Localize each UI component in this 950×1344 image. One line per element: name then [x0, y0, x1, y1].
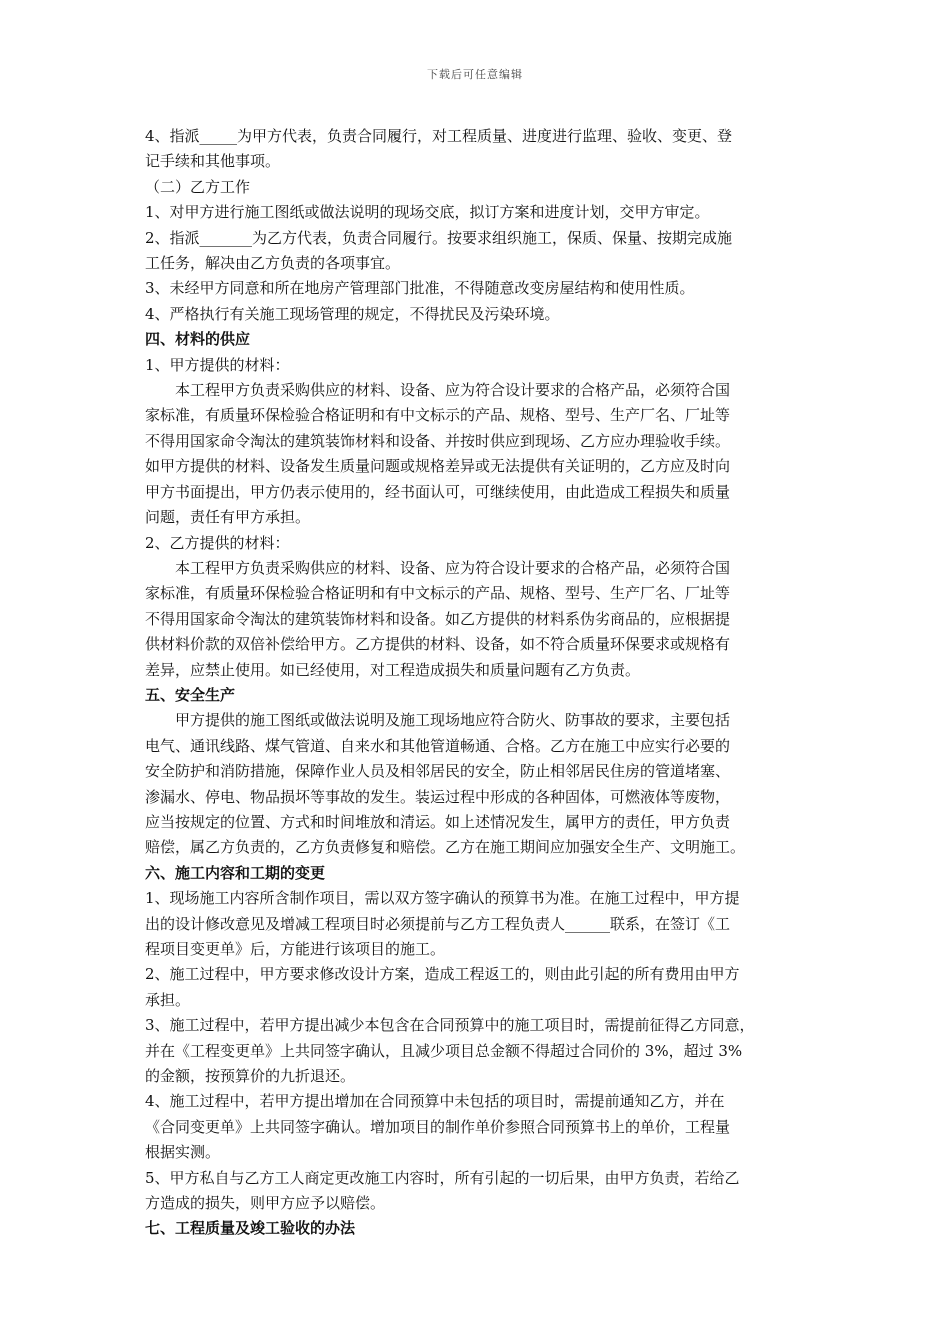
text-line: 承担。: [145, 990, 191, 1009]
section-heading: 五、安全生产: [145, 685, 236, 704]
text-line: 电气、通讯线路、煤气管道、自来水和其他管道畅通、合格。乙方在施工中应实行必要的: [145, 736, 731, 755]
text-line: 方造成的损失，则甲方应予以赔偿。: [145, 1194, 386, 1213]
text-line: 1、现场施工内容所含制作项目，需以双方签字确认的预算书为准。在施工过程中，甲方提: [145, 889, 740, 908]
text-line: 程项目变更单》后，方能进行该项目的施工。: [145, 940, 446, 958]
text-line: 2、指派_______为乙方代表，负责合同履行。按要求组织施工，保质、保量、按期完成施: [145, 228, 733, 247]
text-line: 《合同变更单》上共同签字确认。增加项目的制作单价参照合同预算书上的单价，工程量: [145, 1117, 731, 1136]
text-line: （二）乙方工作: [145, 177, 251, 196]
text-line: 供材料价款的双倍补偿给甲方。乙方提供的材料、设备，如不符合质量环保要求或规格有: [145, 635, 731, 654]
text-line: 赔偿，属乙方负责的，乙方负责修复和赔偿。乙方在施工期间应加强安全生产、文明施工。: [145, 838, 746, 857]
text-line: 1、对甲方进行施工图纸或做法说明的现场交底，拟订方案和进度计划，交甲方审定。: [145, 203, 710, 222]
text-line: 问题，责任有甲方承担。: [145, 508, 311, 527]
text-line: 的金额，按预算价的九折退还。: [145, 1067, 356, 1086]
text-line: 1、甲方提供的材料：: [145, 355, 290, 374]
text-line: 4、指派_____为甲方代表，负责合同履行，对工程质量、进度进行监理、验收、变更、登: [145, 127, 733, 145]
text-line: 渗漏水、停电、物品损坏等事故的发生。装运过程中形成的各种固体，可燃液体等废物，: [145, 787, 731, 806]
text-line: 不得用国家命令淘汰的建筑装饰材料和设备。如乙方提供的材料系伪劣商品的，应根据提: [145, 609, 731, 628]
text-line: 家标准，有质量环保检验合格证明和有中文标示的产品、规格、型号、生产厂名、厂址等: [145, 584, 731, 603]
text-line: 4、严格执行有关施工现场管理的规定，不得扰民及污染环境。: [145, 304, 560, 323]
text-line: 甲方提供的施工图纸或做法说明及施工现场地应符合防火、防事故的要求，主要包括: [175, 711, 731, 730]
text-line: 3、未经甲方同意和所在地房产管理部门批准，不得随意改变房屋结构和使用性质。: [145, 279, 695, 298]
text-line: 本工程甲方负责采购供应的材料、设备、应为符合设计要求的合格产品，必须符合国: [175, 381, 731, 400]
text-line: 3、施工过程中，若甲方提出减少本包含在合同预算中的施工项目时，需提前征得乙方同意，: [145, 1016, 755, 1035]
text-line: 2、施工过程中，甲方要求修改设计方案，造成工程返工的，则由此引起的所有费用由甲方: [145, 965, 740, 984]
text-line: 并在《工程变更单》上共同签字确认，且减少项目总金额不得超过合同价的 3%，超过 3%: [145, 1041, 743, 1060]
page-header: 下载后可任意编辑: [427, 68, 523, 81]
text-line: 4、施工过程中，若甲方提出增加在合同预算中未包括的项目时，需提前通知乙方，并在: [145, 1092, 725, 1111]
document-body: [145, 124, 810, 1242]
text-line: 应当按规定的位置、方式和时间堆放和清运。如上述情况发生，属甲方的责任，甲方负责: [145, 812, 731, 831]
section-heading: 四、材料的供应: [145, 330, 251, 349]
section-heading: 六、施工内容和工期的变更: [145, 863, 326, 882]
text-line: 工任务，解决由乙方负责的各项事宜。: [145, 254, 401, 273]
section-heading: 七、工程质量及竣工验收的办法: [145, 1219, 356, 1238]
text-line: 出的设计修改意见及增减工程项目时必须提前与乙方工程负责人______联系，在签订《工: [145, 914, 731, 933]
text-line: 不得用国家命令淘汰的建筑装饰材料和设备、并按时供应到现场、乙方应办理验收手续。: [145, 431, 731, 450]
text-line: 家标准，有质量环保检验合格证明和有中文标示的产品、规格、型号、生产厂名、厂址等: [145, 406, 731, 425]
text-line: 记手续和其他事项。: [145, 152, 281, 171]
text-line: 甲方书面提出，甲方仍表示使用的，经书面认可，可继续使用，由此造成工程损失和质量: [145, 482, 731, 501]
text-line: 2、乙方提供的材料：: [145, 533, 290, 552]
text-line: 安全防护和消防措施，保障作业人员及相邻居民的安全，防止相邻居民住房的管道堵塞、: [145, 762, 731, 781]
text-line: 差异，应禁止使用。如已经使用，对工程造成损失和质量问题有乙方负责。: [145, 660, 641, 679]
text-line: 5、甲方私自与乙方工人商定更改施工内容时，所有引起的一切后果，由甲方负责，若给乙: [145, 1168, 740, 1187]
text-line: 如甲方提供的材料、设备发生质量问题或规格差异或无法提供有关证明的，乙方应及时向: [145, 457, 731, 476]
text-line: 本工程甲方负责采购供应的材料、设备、应为符合设计要求的合格产品，必须符合国: [175, 558, 731, 577]
text-line: 根据实测。: [145, 1143, 221, 1162]
